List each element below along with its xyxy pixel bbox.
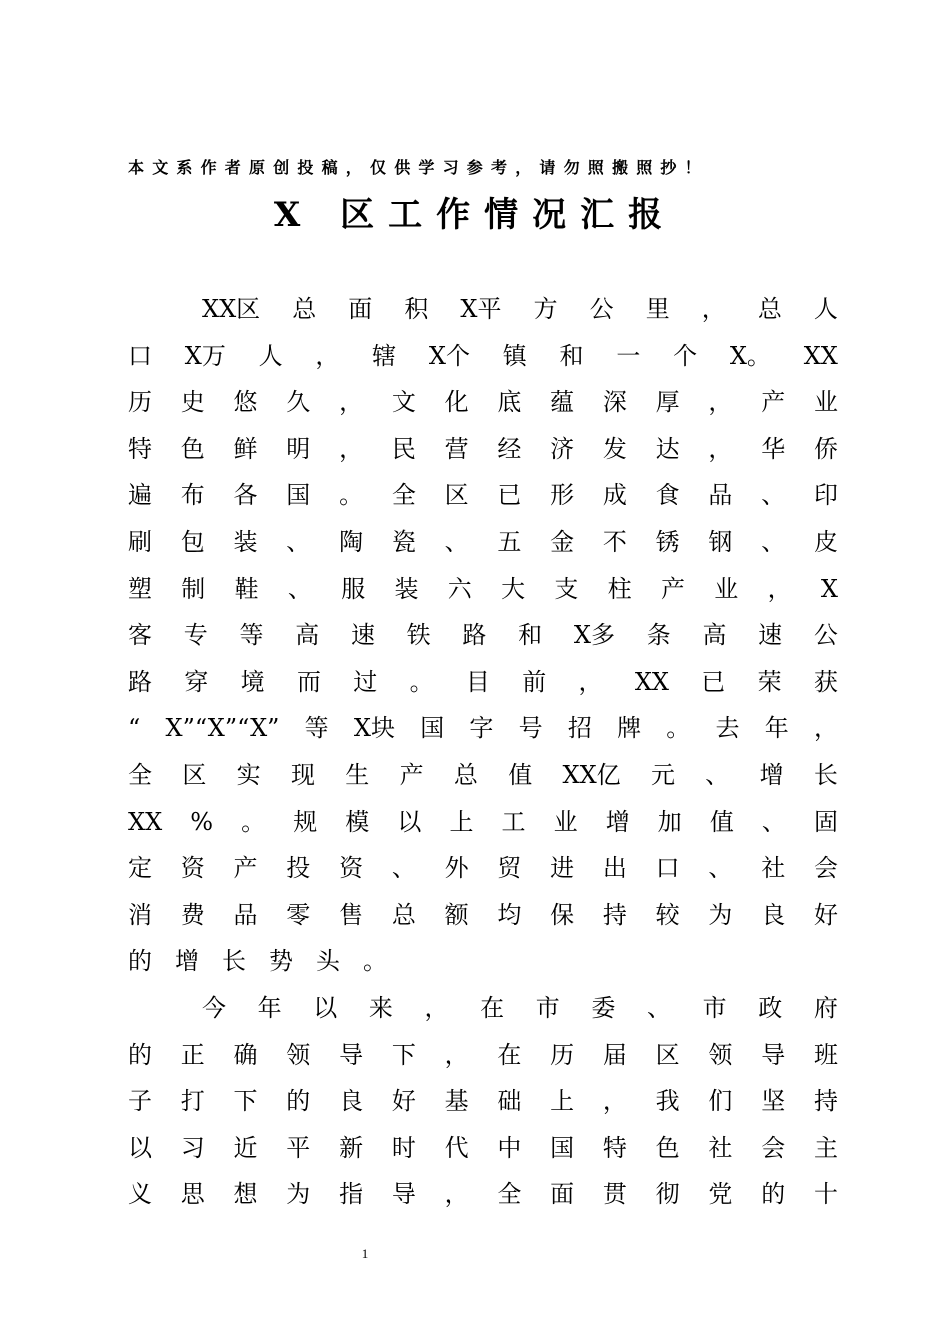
text-token: 领 <box>286 1040 311 1069</box>
text-token: 铁 <box>406 621 431 650</box>
page-title: X 区工作情况汇报 <box>273 195 677 235</box>
text-token: XX亿 <box>562 760 621 789</box>
text-token: 钢 <box>708 527 733 556</box>
text-token: 十 <box>813 1180 838 1209</box>
text-token: 总 <box>391 900 416 929</box>
text-token: 础 <box>497 1087 522 1116</box>
text-token: 高 <box>295 621 320 650</box>
text-token: 代 <box>444 1133 469 1162</box>
text-token: 增 <box>175 947 199 976</box>
text-token: 的 <box>761 1180 786 1209</box>
text-token: 业 <box>714 574 739 603</box>
text-token: 年 <box>257 993 282 1022</box>
text-token: 去 <box>715 714 740 743</box>
text-token: 投 <box>286 854 311 883</box>
text-token: 政 <box>758 993 783 1022</box>
text-token: 个 <box>673 341 698 370</box>
text-token: 消 <box>128 900 152 929</box>
text-token: XX <box>634 667 669 696</box>
text-token: 人 <box>813 295 838 323</box>
text-token: 中 <box>497 1133 522 1162</box>
text-token: 在 <box>480 993 505 1022</box>
text-token: 长 <box>222 947 246 976</box>
text-token: 侨 <box>813 434 838 463</box>
text-token: 班 <box>813 1040 838 1069</box>
text-token: 镇 <box>502 341 527 370</box>
text-token: 蕴 <box>550 388 575 417</box>
text-token: 装 <box>233 527 258 556</box>
paragraph-line <box>128 566 838 613</box>
text-token: ， <box>578 667 603 696</box>
text-token: 条 <box>646 621 671 650</box>
text-token: 底 <box>497 388 522 417</box>
text-token: 、 <box>708 854 733 883</box>
text-token: 人 <box>258 341 283 370</box>
paragraph-line <box>128 379 838 426</box>
text-token: 字 <box>469 714 494 743</box>
paragraph-line <box>128 426 838 473</box>
text-token: 化 <box>444 388 469 417</box>
paragraph-line <box>128 1171 838 1218</box>
text-token: 口 <box>128 341 152 370</box>
text-token: 区 <box>444 481 469 510</box>
text-token: 固 <box>814 807 838 836</box>
text-token: 模 <box>345 807 370 836</box>
text-token: ， <box>813 714 838 743</box>
text-token: 悠 <box>233 388 258 417</box>
text-token: 过 <box>353 667 378 696</box>
text-token: 费 <box>180 900 205 929</box>
text-token: 塑 <box>128 574 152 603</box>
text-token: 定 <box>128 854 152 883</box>
text-token: 、 <box>287 574 312 603</box>
text-token: 今 <box>202 993 226 1022</box>
text-token: 社 <box>708 1133 733 1162</box>
text-token: 、 <box>391 854 416 883</box>
text-token: 一 <box>616 341 641 370</box>
text-token: 。 <box>363 947 387 976</box>
text-token: 上 <box>550 1087 575 1116</box>
paragraph-line <box>128 845 838 892</box>
text-token: 年 <box>764 714 789 743</box>
text-token: 食 <box>655 481 680 510</box>
text-token: 导 <box>339 1040 364 1069</box>
paragraph-line <box>128 938 838 985</box>
text-token: 下 <box>233 1087 258 1116</box>
text-token: 陶 <box>339 527 364 556</box>
text-token: 目 <box>465 667 490 696</box>
text-token: 时 <box>391 1133 416 1162</box>
text-token: 区 <box>182 760 207 789</box>
text-token: 出 <box>602 854 627 883</box>
text-token: 长 <box>813 760 838 789</box>
text-token: 为 <box>286 1180 311 1209</box>
text-token: 招 <box>567 714 592 743</box>
text-token: 习 <box>180 1133 205 1162</box>
text-token: 良 <box>339 1087 364 1116</box>
text-token: 深 <box>602 388 627 417</box>
text-token: 境 <box>240 667 265 696</box>
text-token: 全 <box>128 760 152 789</box>
text-token: ， <box>602 1087 627 1116</box>
text-token: 国 <box>420 714 445 743</box>
text-token: 国 <box>550 1133 575 1162</box>
text-token: 义 <box>128 1180 152 1209</box>
text-token: 良 <box>761 900 786 929</box>
text-token: ， <box>424 993 449 1022</box>
text-token: 资 <box>180 854 205 883</box>
text-token: X块 <box>353 714 395 743</box>
text-token: 、 <box>761 807 786 836</box>
text-token: 色 <box>180 434 205 463</box>
text-token: 外 <box>444 854 469 883</box>
text-token: 为 <box>708 900 733 929</box>
text-token: 指 <box>339 1180 364 1209</box>
text-token: 而 <box>296 667 321 696</box>
text-token: 贯 <box>602 1180 627 1209</box>
text-token: 。 <box>339 481 364 510</box>
text-token: 进 <box>550 854 575 883</box>
text-token: X”“X”“X” <box>165 714 280 743</box>
text-token: 刷 <box>128 527 152 556</box>
text-token: 生 <box>345 760 370 789</box>
text-token: 民 <box>391 434 416 463</box>
text-token: 华 <box>761 434 786 463</box>
text-token: 文 <box>391 388 416 417</box>
text-token: 市 <box>535 993 560 1022</box>
text-token: 形 <box>550 481 575 510</box>
paragraph-line <box>128 333 838 380</box>
text-token: 、 <box>705 760 730 789</box>
text-token: 领 <box>708 1040 733 1069</box>
text-token: ， <box>315 341 340 370</box>
text-token: 产 <box>660 574 685 603</box>
text-token: 售 <box>339 900 364 929</box>
text-token: 面 <box>348 295 373 323</box>
text-token: 近 <box>233 1133 258 1162</box>
text-token: 额 <box>444 900 469 929</box>
body-text <box>128 286 838 1218</box>
text-token: XX <box>128 807 163 836</box>
text-token: 大 <box>501 574 526 603</box>
paragraph <box>128 286 838 985</box>
paragraph-line <box>128 705 838 752</box>
text-token: 速 <box>758 621 783 650</box>
text-token: 前 <box>522 667 547 696</box>
text-token: 特 <box>602 1133 627 1162</box>
text-token: 值 <box>508 760 533 789</box>
text-token: 柱 <box>607 574 632 603</box>
text-token: X平 <box>460 295 502 323</box>
text-token: 想 <box>233 1180 258 1209</box>
text-token: 品 <box>708 481 733 510</box>
text-token: 来 <box>368 993 393 1022</box>
text-token: 历 <box>128 388 152 417</box>
text-token: 印 <box>813 481 838 510</box>
text-token: 布 <box>180 481 205 510</box>
text-token: 、 <box>761 527 786 556</box>
text-token: 经 <box>497 434 522 463</box>
text-token: 支 <box>554 574 579 603</box>
text-token: X多 <box>573 621 615 650</box>
text-token: 不 <box>602 527 627 556</box>
text-token: 的 <box>128 1040 152 1069</box>
text-token: 服 <box>341 574 366 603</box>
text-token: 史 <box>180 388 205 417</box>
text-token: 势 <box>269 947 293 976</box>
text-token: 达 <box>655 434 680 463</box>
text-token: 市 <box>702 993 727 1022</box>
text-token: 积 <box>404 295 429 323</box>
text-token: 头 <box>316 947 340 976</box>
text-token: 增 <box>605 807 630 836</box>
text-token: 我 <box>655 1087 680 1116</box>
text-token: 口 <box>655 854 680 883</box>
paragraph-line <box>128 892 838 939</box>
text-token: 鲜 <box>233 434 258 463</box>
text-token: 和 <box>559 341 584 370</box>
text-token: 坚 <box>761 1087 786 1116</box>
paragraph-line <box>128 612 838 659</box>
text-token: 皮 <box>813 527 838 556</box>
text-token: 零 <box>286 900 311 929</box>
text-token: 特 <box>128 434 152 463</box>
text-token: 各 <box>233 481 258 510</box>
text-token: 穿 <box>184 667 209 696</box>
text-token: 荣 <box>757 667 782 696</box>
text-token: ， <box>339 434 364 463</box>
text-token: 五 <box>497 527 522 556</box>
text-token: 面 <box>550 1180 575 1209</box>
text-token: ， <box>444 1180 469 1209</box>
text-token: % <box>190 807 214 836</box>
text-token: X。 <box>729 341 771 370</box>
text-token: 好 <box>813 900 838 929</box>
text-token: 确 <box>233 1040 258 1069</box>
text-token: 公 <box>589 295 614 323</box>
text-token: 主 <box>813 1133 838 1162</box>
text-token: 全 <box>497 1180 522 1209</box>
text-token: 装 <box>394 574 419 603</box>
text-token: 高 <box>702 621 727 650</box>
text-token: 营 <box>444 434 469 463</box>
text-token: X个 <box>428 341 471 370</box>
text-token: 上 <box>449 807 474 836</box>
paragraph-line <box>128 1032 838 1079</box>
page-number: 1 <box>361 1246 369 1261</box>
text-token: 们 <box>708 1087 733 1116</box>
text-token: 社 <box>761 854 786 883</box>
text-token: 子 <box>128 1087 152 1116</box>
text-token: 产 <box>761 388 786 417</box>
text-token: 瓷 <box>391 527 416 556</box>
text-token: 锈 <box>655 527 680 556</box>
text-token: 加 <box>657 807 682 836</box>
text-token: ， <box>339 388 364 417</box>
text-token: 贸 <box>497 854 522 883</box>
text-token: 路 <box>128 667 152 696</box>
text-token: 彻 <box>655 1180 680 1209</box>
text-token: 新 <box>339 1133 364 1162</box>
text-token: 。 <box>409 667 434 696</box>
text-token: 业 <box>553 807 578 836</box>
text-token: 牌 <box>617 714 642 743</box>
text-token: X <box>820 574 838 603</box>
text-token: 、 <box>286 527 311 556</box>
text-token: 方 <box>533 295 558 323</box>
text-token: 全 <box>391 481 416 510</box>
paragraph-line <box>128 519 838 566</box>
paragraph-line <box>128 1078 838 1125</box>
text-token: 鞋 <box>234 574 259 603</box>
text-token: 速 <box>350 621 375 650</box>
text-token: 六 <box>447 574 472 603</box>
text-token: 。 <box>241 807 266 836</box>
text-token: 总 <box>292 295 317 323</box>
text-token: 辖 <box>372 341 397 370</box>
text-token: ， <box>708 388 733 417</box>
text-token: ， <box>701 295 726 323</box>
paragraph <box>128 985 838 1218</box>
text-token: 现 <box>290 760 315 789</box>
text-token: 历 <box>550 1040 575 1069</box>
text-token: 下 <box>391 1040 416 1069</box>
text-token: 正 <box>180 1040 205 1069</box>
paragraph-line <box>128 799 838 846</box>
text-token: 府 <box>813 993 838 1022</box>
text-token: 成 <box>602 481 627 510</box>
text-token: 资 <box>339 854 364 883</box>
text-token: 届 <box>602 1040 627 1069</box>
text-token: 获 <box>813 667 838 696</box>
text-token: 已 <box>701 667 726 696</box>
text-token: 已 <box>497 481 522 510</box>
text-token: 。 <box>666 714 691 743</box>
text-token: 会 <box>761 1133 786 1162</box>
text-token: ， <box>444 1040 469 1069</box>
text-token: 路 <box>462 621 487 650</box>
text-token: X万 <box>184 341 226 370</box>
paragraph-container <box>128 286 838 1218</box>
text-token: 以 <box>128 1133 152 1162</box>
text-token: 好 <box>391 1087 416 1116</box>
text-token: 里 <box>645 295 670 323</box>
text-token: 国 <box>286 481 311 510</box>
text-token: 总 <box>453 760 478 789</box>
text-token: 、 <box>647 993 671 1022</box>
text-token: 思 <box>180 1180 205 1209</box>
text-token: 厚 <box>655 388 680 417</box>
paragraph-line <box>128 286 838 333</box>
text-token: 金 <box>550 527 575 556</box>
text-token: 等 <box>304 714 329 743</box>
text-token: 元 <box>650 760 675 789</box>
text-token: 包 <box>180 527 205 556</box>
text-token: 实 <box>236 760 261 789</box>
text-token: 的 <box>128 947 152 976</box>
text-token: 规 <box>293 807 318 836</box>
text-token: 在 <box>497 1040 522 1069</box>
text-token: 会 <box>813 854 838 883</box>
paragraph-line <box>128 659 838 706</box>
text-token: 平 <box>286 1133 311 1162</box>
text-token: 党 <box>708 1180 733 1209</box>
text-token: 保 <box>550 900 575 929</box>
text-token: 专 <box>183 621 208 650</box>
text-token: 导 <box>391 1180 416 1209</box>
text-token: 制 <box>181 574 206 603</box>
text-token: 增 <box>759 760 784 789</box>
text-token: 工 <box>501 807 526 836</box>
text-token: 打 <box>180 1087 205 1116</box>
text-token: 品 <box>233 900 258 929</box>
text-token: 久 <box>286 388 311 417</box>
text-token: “ <box>128 714 141 743</box>
text-token: 济 <box>550 434 575 463</box>
text-token: 导 <box>761 1040 786 1069</box>
text-token: 值 <box>709 807 734 836</box>
text-token: 区 <box>655 1040 680 1069</box>
text-token: ， <box>767 574 792 603</box>
text-token: 均 <box>497 900 522 929</box>
text-token: 客 <box>128 621 152 650</box>
text-token: XX <box>803 341 838 370</box>
text-token: 产 <box>399 760 424 789</box>
text-token: 产 <box>233 854 258 883</box>
paragraph-line <box>128 1125 838 1172</box>
paragraph-line <box>128 752 838 799</box>
text-token: 号 <box>518 714 543 743</box>
text-token: XX区 <box>202 295 261 323</box>
header-notice: 本文系作者原创投稿，仅供学习参考，请勿照搬照抄！ <box>128 158 709 177</box>
text-token: 持 <box>602 900 627 929</box>
text-token: 较 <box>655 900 680 929</box>
text-token: 色 <box>655 1133 680 1162</box>
text-token: 和 <box>518 621 543 650</box>
paragraph-line <box>128 985 838 1032</box>
text-token: 以 <box>397 807 422 836</box>
paragraph-line <box>128 472 838 519</box>
text-token: 明 <box>286 434 311 463</box>
text-token: 等 <box>239 621 264 650</box>
text-token: 总 <box>757 295 782 323</box>
text-token: 业 <box>813 388 838 417</box>
text-token: 遍 <box>128 481 152 510</box>
text-token: 持 <box>813 1087 838 1116</box>
text-token: 的 <box>286 1087 311 1116</box>
text-token: 、 <box>761 481 786 510</box>
text-token: 公 <box>813 621 838 650</box>
text-token: 委 <box>591 993 616 1022</box>
text-token: 以 <box>313 993 338 1022</box>
text-token: 基 <box>444 1087 469 1116</box>
text-token: 、 <box>444 527 469 556</box>
text-token: 发 <box>602 434 627 463</box>
text-token: ， <box>708 434 733 463</box>
